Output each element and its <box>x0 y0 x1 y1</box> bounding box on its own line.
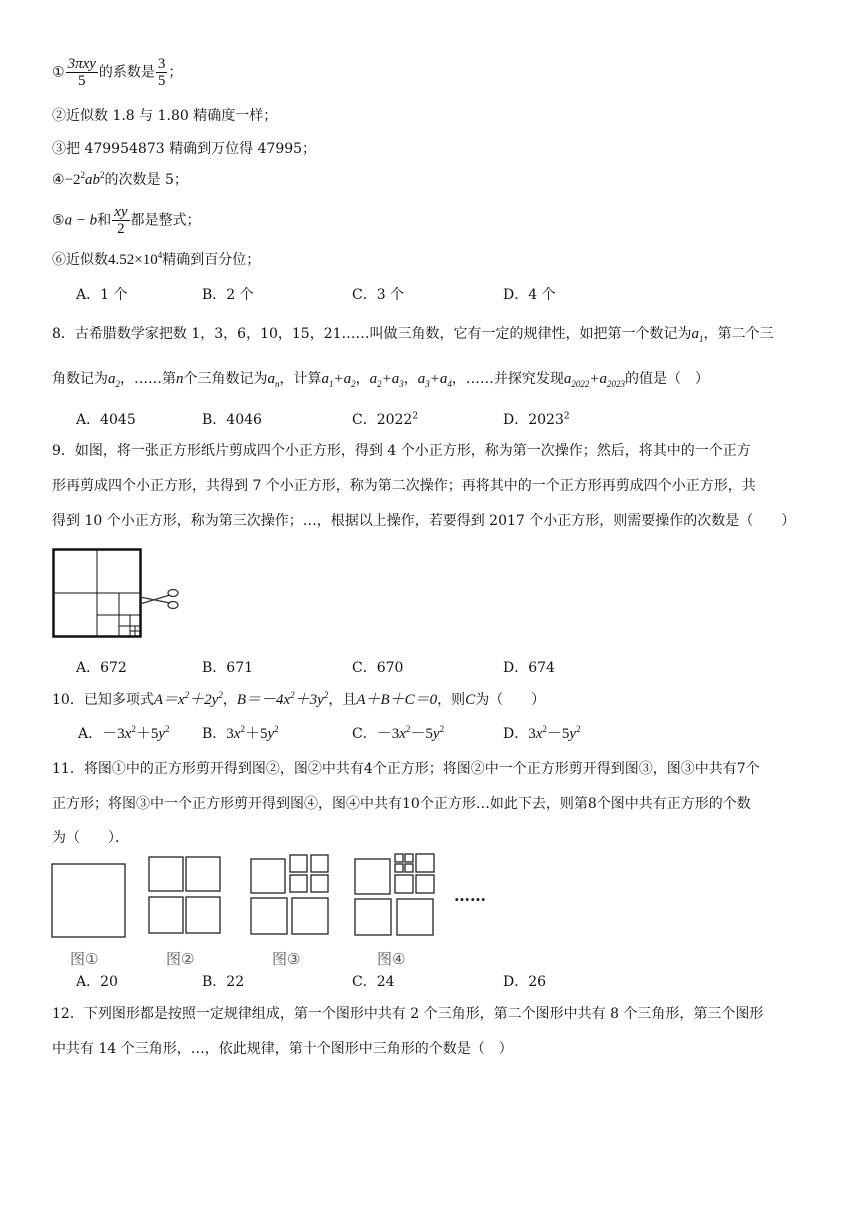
q12-line-1: 12．下列图形都是按照一定规律组成，第一个图形中共有 2 个三角形，第二个图形中共有 8 个三角形，第三个图形 <box>52 1006 764 1022</box>
statement-5 <box>52 204 201 237</box>
q9-line-2: 形再剪成四个小正方形，共得到 7 个小正方形，称为第二次操作；再将其中的一个正方形再剪成四个小正方形，共 <box>52 478 756 494</box>
statement-6 <box>52 250 260 270</box>
q11-num-4: 4 <box>363 761 373 777</box>
expr-a2022-plus-a2023: $a_{2022}+a_{2023}$ <box>563 371 625 389</box>
statement-1-end: ； <box>168 64 183 81</box>
q8-option-a[interactable]: A．4045 <box>76 412 136 428</box>
q8-option-d[interactable]: D．2023$^2$ <box>503 411 570 428</box>
q10-stem <box>52 690 545 710</box>
q10-text-c: ，且 <box>328 692 357 708</box>
q11-num-8: 8 <box>587 796 597 812</box>
q10-option-b-label: B． <box>202 726 227 742</box>
scissors-icon <box>140 590 178 609</box>
fig3-squares <box>251 855 328 934</box>
q7-option-d[interactable]: D．4 个 <box>503 287 556 303</box>
expr-n: n <box>176 371 184 387</box>
q11-text-1a: 11．将图①中的正方形剪开得到图②，图②中共有 <box>52 761 364 777</box>
q10-text-d: ，则 <box>437 692 466 708</box>
q8-text-2h: 的值是（ ） <box>625 371 709 387</box>
q7-option-c[interactable]: C．3 个 <box>352 287 405 303</box>
q10-option-d[interactable]: D．$3x^2-5y^2$ <box>503 724 581 742</box>
q10-text-e: 为（ ） <box>475 692 546 708</box>
fraction-3-over-5: $\frac{3}{5}$ <box>157 56 166 89</box>
q10-option-c-label: C． <box>352 726 377 742</box>
q7-option-b[interactable]: B．2 个 <box>202 287 254 303</box>
q11-figures <box>52 852 502 972</box>
statement-1-text: 的系数是 <box>98 64 155 81</box>
expr-B-def: $B=-4x^2+3y^2$ <box>236 690 329 708</box>
q11-line-3: 为（ ）． <box>52 830 129 846</box>
statement-5-text: 都是整式； <box>130 212 201 229</box>
statement-1-marker: ① <box>52 64 65 81</box>
q8-line-2 <box>52 369 709 389</box>
q11-option-b[interactable]: B．22 <box>202 974 245 990</box>
q11-text-1e: 个 <box>745 761 760 777</box>
q11-text-2c: 个正方形…如此下去，则第 <box>419 796 588 812</box>
q8-text-1a: 8．古希腊数学家把数 1，3，6，10，15，21……叫做三角数，它有一定的规律性，如把第一个数记为 <box>52 326 692 342</box>
q11-ellipsis: …… <box>454 886 486 905</box>
q11-text-1c: 个正方形；将图②中一个正方形剪开得到图③，图③中共有 <box>372 761 737 777</box>
q9-option-b[interactable]: B．671 <box>202 660 254 676</box>
q8-text-2d: ，计算 <box>279 371 322 387</box>
fraction-xy-over-2: $\frac{xy}{2}$ <box>114 204 128 237</box>
q9-line-1: 9．如图，将一张正方形纸片剪成四个小正方形，得到 4 个小正方形，称为第一次操作；然后，将其中的一个正方 <box>52 443 751 459</box>
q8-text-2g: ，……并探究发现 <box>451 371 564 387</box>
q8-text-2c: 个三角数记为 <box>183 371 268 387</box>
q10-text-a: 10．已知多项式 <box>52 692 154 708</box>
statement-5-marker: ⑤ <box>52 212 65 229</box>
statement-4-text: 的次数是 5； <box>104 172 188 188</box>
expr-A-def: $A=x^2+2y^2$ <box>153 690 223 708</box>
q11-num-10: 10 <box>402 796 420 812</box>
q11-caption-4: 图④ <box>377 950 406 968</box>
statement-2: ②近似数 1.8 与 1.80 精确度一样； <box>52 108 278 124</box>
q11-text-2a: 正方形；将图③中一个正方形剪开得到图④，图④中共有 <box>52 796 402 812</box>
statement-3: ③把 479954873 精确到万位得 47995； <box>52 141 317 157</box>
expr-a2-plus-a3: $a_2+a_3$ <box>369 371 404 389</box>
q11-num-7: 7 <box>736 761 746 777</box>
q9-option-d[interactable]: D．674 <box>503 660 555 676</box>
q8-text-2e: ， <box>355 371 370 387</box>
q7-option-a[interactable]: A．1 个 <box>76 287 128 303</box>
q10-option-a[interactable]: A．$-3x^2+5y^2$ <box>78 724 170 742</box>
expr-a-minus-b: a − b <box>64 212 98 229</box>
q10-option-a-label: A． <box>78 726 103 742</box>
expr-a3-plus-a4: $a_3+a_4$ <box>417 371 452 389</box>
expr-neg2sq-ab-bsq: $-2^2ab^2$ <box>64 170 105 188</box>
q11-text-2e: 个图中共有正方形的个数 <box>596 796 751 812</box>
q8-text-2b: ，……第 <box>120 371 176 387</box>
q9-option-c[interactable]: C．670 <box>352 660 404 676</box>
expr-4-52e4: $4.52\times 10^4$ <box>108 250 163 268</box>
statement-4 <box>52 170 188 190</box>
q11-line-1 <box>52 759 760 779</box>
q10-text-b: ， <box>222 692 237 708</box>
q11-option-d[interactable]: D．26 <box>503 974 547 990</box>
q8-option-c-label: C．2022 <box>352 412 413 428</box>
fig4-squares <box>355 854 434 935</box>
q11-option-a[interactable]: A．20 <box>76 974 118 990</box>
q10-option-c[interactable]: C．$-3x^2-5y^2$ <box>352 724 445 742</box>
q8-option-c[interactable]: C．2022$^2$ <box>352 411 419 428</box>
q11-caption-2: 图② <box>166 950 195 968</box>
q8-text-1b: ，第二个三 <box>703 326 774 342</box>
expr-a2: $a_2$ <box>108 371 120 389</box>
statement-1 <box>52 56 182 89</box>
statement-4-marker: ④ <box>52 172 65 188</box>
q8-text-2a: 角数记为 <box>52 371 108 387</box>
expr-a1: $a_1$ <box>691 326 704 344</box>
q8-option-b[interactable]: B．4046 <box>202 412 262 428</box>
fraction-3pixy-over-5: $\frac{\text{3πxy}}{5}$ <box>67 56 96 89</box>
fig2-squares <box>149 857 220 933</box>
q8-line-1 <box>52 324 774 344</box>
q9-option-a[interactable]: A．672 <box>76 660 127 676</box>
q10-option-d-label: D． <box>503 726 529 742</box>
q8-text-2f: ， <box>403 371 418 387</box>
q11-caption-3: 图③ <box>272 950 301 968</box>
statement-6-text: 精确到百分位； <box>162 252 261 268</box>
q11-option-c[interactable]: C．24 <box>352 974 395 990</box>
fig1-square <box>52 864 125 937</box>
q10-option-b[interactable]: B．$3x^2+5y^2$ <box>202 724 279 742</box>
expr-an: $a_n$ <box>267 371 280 389</box>
expr-A-plus-B-plus-C: A＋B＋C＝0 <box>356 692 438 708</box>
statement-6-marker: ⑥近似数 <box>52 252 108 268</box>
q11-caption-1: 图① <box>70 950 99 968</box>
statement-5-and: 和 <box>97 212 112 229</box>
q11-line-2 <box>52 794 751 814</box>
q9-square-cutting-figure <box>52 548 182 640</box>
q12-line-2: 中共有 14 个三角形，…，依此规律，第十个图形中三角形的个数是（ ） <box>52 1041 513 1057</box>
q8-option-d-label: D．2023 <box>503 412 564 428</box>
expr-a1-plus-a2: $a_1+a_2$ <box>321 371 356 389</box>
q9-line-3: 得到 10 个小正方形，称为第三次操作；…，根据以上操作，若要得到 2017 个小正方形，则需要操作的次数是（ ） <box>52 513 796 529</box>
expr-C: C <box>465 692 476 708</box>
